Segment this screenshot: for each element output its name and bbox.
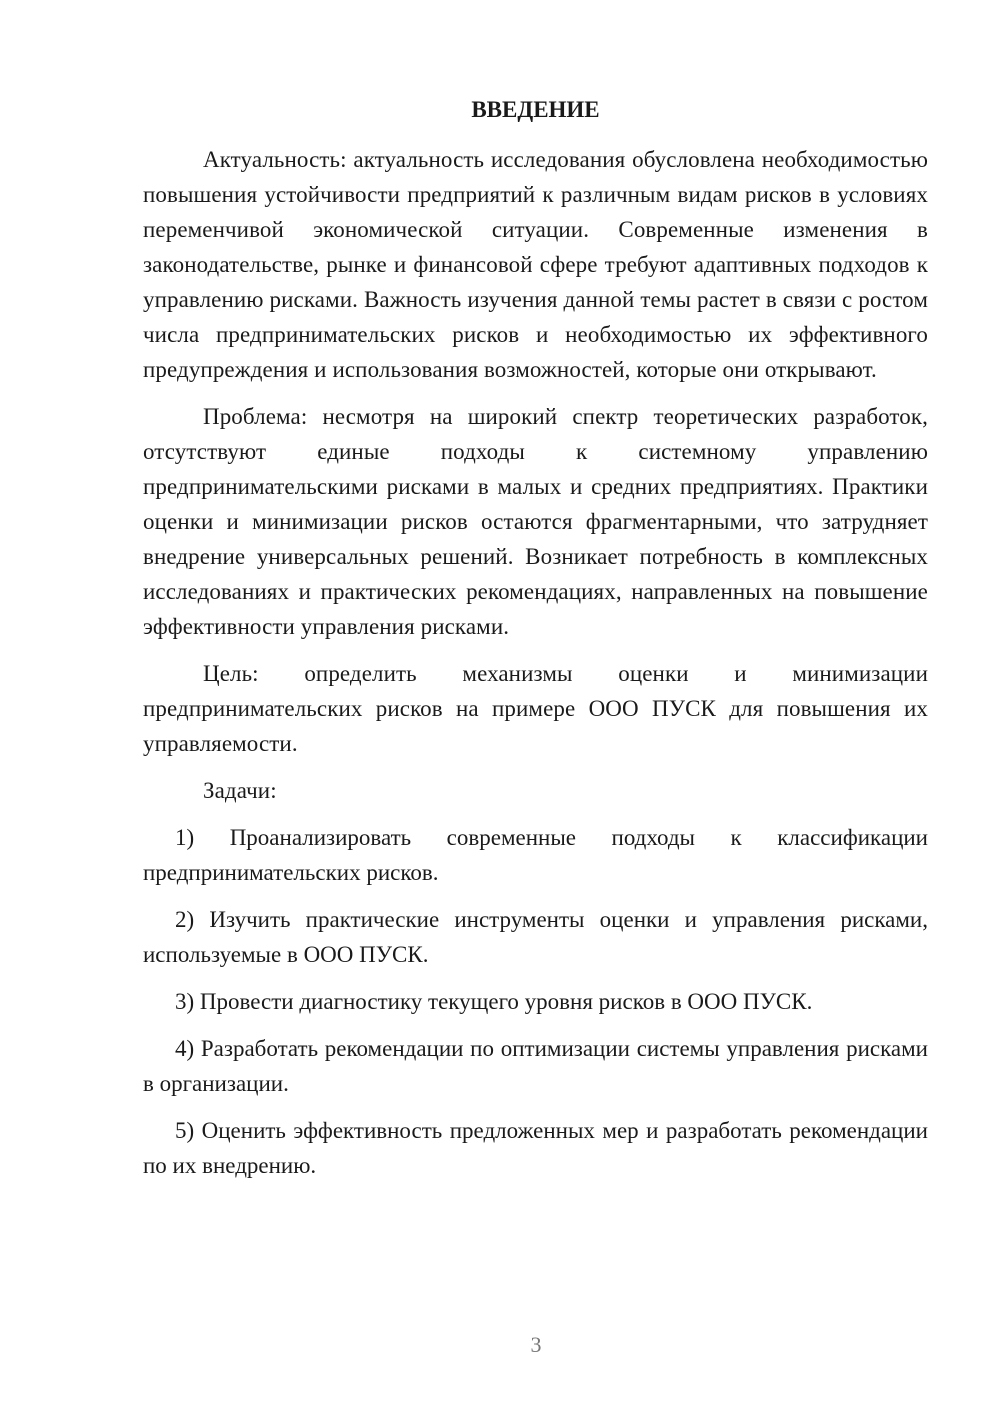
task-item: 3) Провести диагностику текущего уровня рисков в ООО ПУСК. (175, 989, 813, 1014)
task-item: 2) Изучить практические инструменты оценки и управления рисками, используемые в ООО ПУСК. (143, 907, 928, 967)
relevance-paragraph: Актуальность: актуальность исследования обусловлена необходимостью повышения устойчивости предприятий к различным видам рисков в условиях переменчивой экономической ситуации. Современные изменения в законодательстве, рынке и финансовой сфере требуют адаптивных подходов к управлению рисками. Важность изучения данной темы растет в связи с ростом числа предпринимательских рисков и необходимостью их эффективного предупреждения и использования возможностей, которые они открывают. (143, 147, 928, 382)
goal-paragraph: Цель: определить механизмы оценки и минимизации предпринимательских рисков на примере ООО ПУСК для повышения их управляемости. (143, 661, 928, 756)
page-title: ВВЕДЕНИЕ (471, 97, 600, 122)
document-page (143, 94, 928, 1195)
task-item: 1) Проанализировать современные подходы к классификации предпринимательских рисков. (143, 825, 928, 885)
task-item: 4) Разработать рекомендации по оптимизации системы управления рисками в организации. (143, 1036, 928, 1096)
tasks-heading: Задачи: (203, 778, 277, 803)
task-item: 5) Оценить эффективность предложенных мер и разработать рекомендации по их внедрению. (143, 1118, 928, 1178)
page-number: 3 (530, 1332, 542, 1357)
problem-paragraph: Проблема: несмотря на широкий спектр теоретических разработок, отсутствуют единые подходы к системному управлению предпринимательскими рисками в малых и средних предприятиях. Практики оценки и минимизации рисков остаются фрагментарными, что затрудняет внедрение универсальных решений. Возникает потребность в комплексных исследованиях и практических рекомендациях, направленных на повышение эффективности управления рисками. (143, 404, 928, 639)
